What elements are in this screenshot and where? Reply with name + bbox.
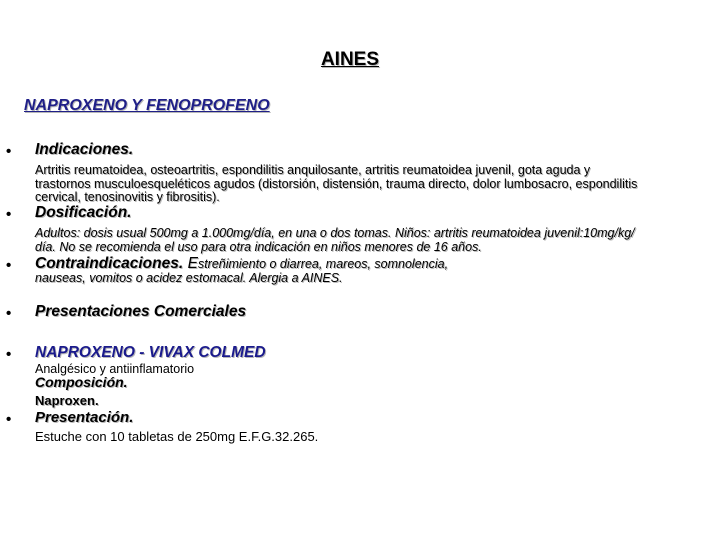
bullet-contraindicaciones: •: [6, 257, 12, 274]
slide-title: AINES: [320, 49, 380, 70]
contraindicaciones-lead-rest: streñimiento o diarrea, mareos, somnolencia,: [197, 257, 449, 271]
indicaciones-line-2: trastornos musculoesqueléticos agudos (distorsión, distensión, trauma directo, dolor lumbosacro, espondilitis: [35, 177, 638, 191]
composicion-label: Composición.: [35, 374, 128, 390]
indicaciones-line-3: cervical, tenosinovitis y fibrositis).: [35, 190, 220, 204]
indicaciones-line-1: Artritis reumatoidea, osteoartritis, espondilitis anquilosante, artritis reumatoidea juvenil, gota aguda y: [35, 163, 591, 177]
contraindicaciones-heading: Contraindicaciones.: [35, 255, 184, 272]
slide-subtitle: NAPROXENO Y FENOPROFENO: [24, 97, 270, 114]
dosificacion-line-2: día. No se recomienda el uso para otra indicación en niños menores de 16 años.: [35, 240, 482, 254]
product-description: Analgésico y antiinflamatorio: [35, 362, 195, 376]
dosificacion-line-1: Adultos: dosis usual 500mg a 1.000mg/día, en una o dos tomas. Niños: artritis reumatoidea juvenil:10mg/kg/: [35, 226, 635, 240]
composicion-value: Naproxen.: [35, 393, 99, 408]
bullet-dosificacion: •: [6, 206, 12, 223]
dosificacion-heading: Dosificación.: [35, 204, 132, 221]
bullet-presentaciones: •: [6, 305, 12, 322]
bullet-presentacion: •: [6, 411, 12, 428]
contraindicaciones-line-2: nauseas, vomitos o acidez estomacal. Alergia a AINES.: [35, 271, 343, 285]
bullet-product: •: [6, 346, 12, 363]
presentaciones-comerciales-heading: Presentaciones Comerciales: [35, 303, 247, 320]
presentacion-heading: Presentación.: [35, 409, 134, 426]
contraindicaciones-lead-cap: E: [187, 255, 198, 272]
indicaciones-heading: Indicaciones.: [35, 141, 134, 158]
bullet-indicaciones: •: [6, 143, 12, 160]
presentacion-text: Estuche con 10 tabletas de 250mg E.F.G.32.265.: [35, 429, 319, 444]
product-heading: NAPROXENO - VIVAX COLMED: [35, 344, 266, 361]
